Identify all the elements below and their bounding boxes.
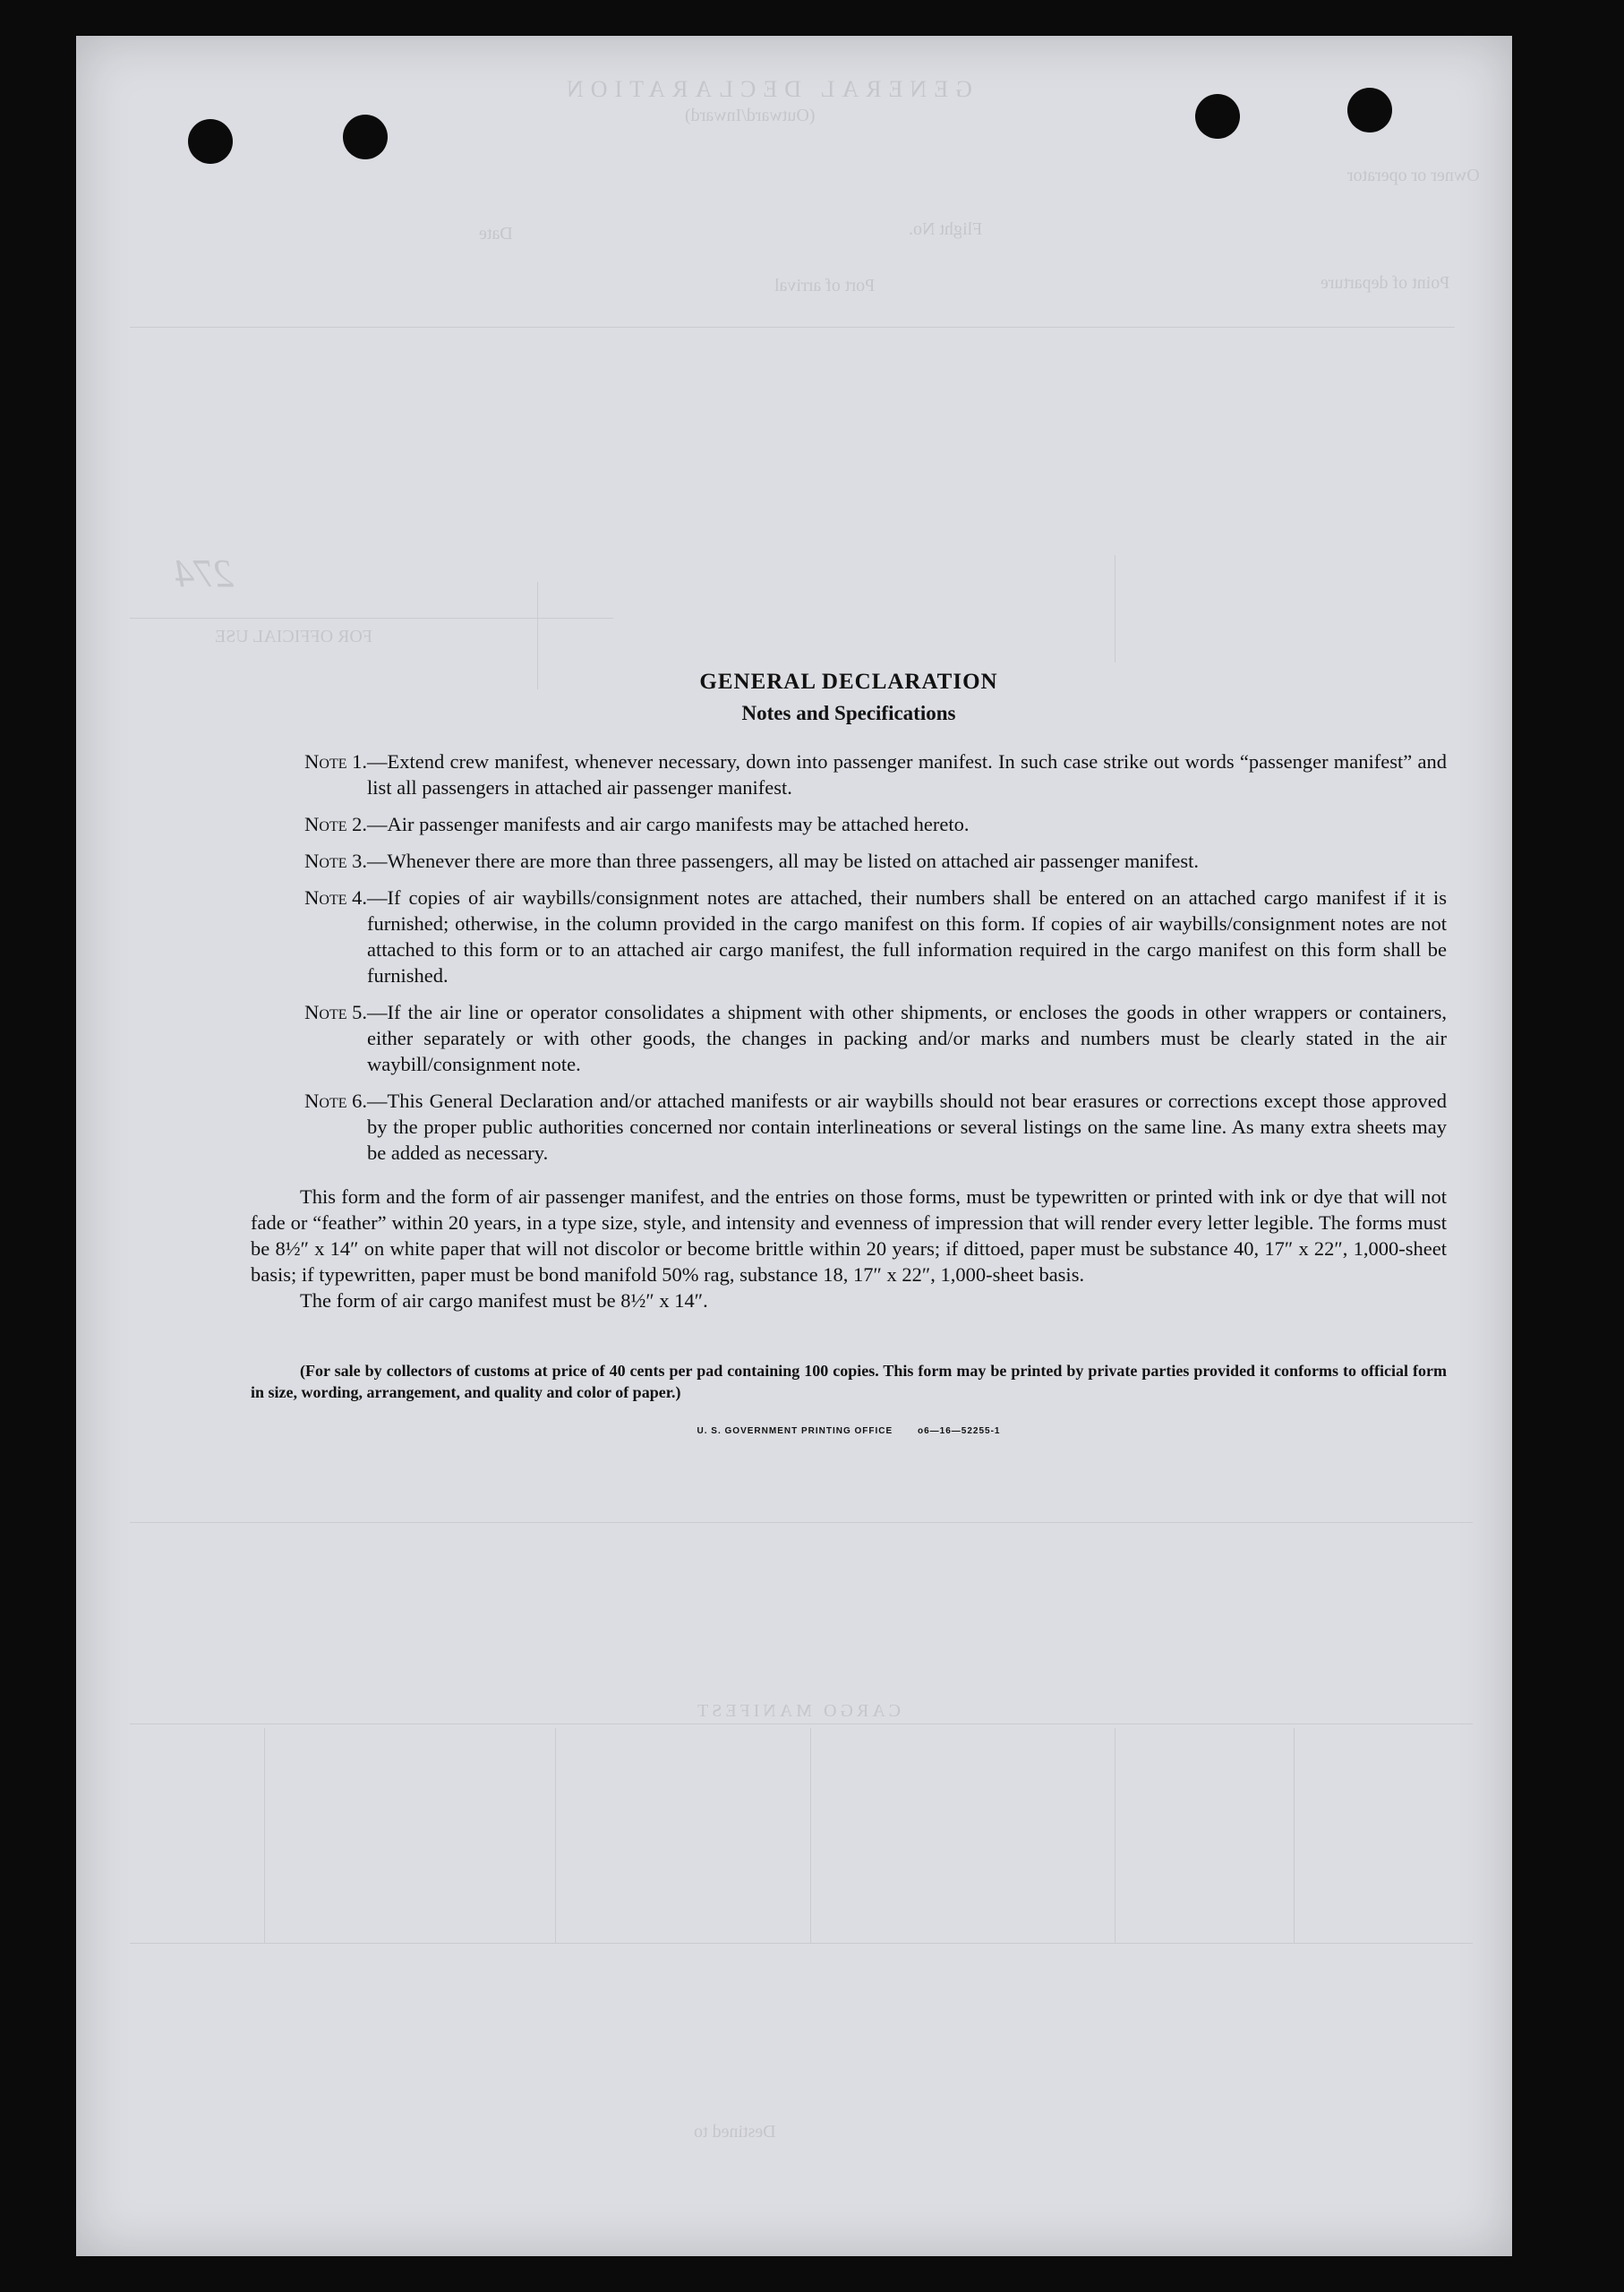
bleed-through-rule bbox=[810, 1728, 811, 1943]
bleed-through-rule bbox=[264, 1728, 265, 1943]
printing-office-line bbox=[251, 1426, 1447, 1436]
printing-office: U. S. GOVERNMENT PRINTING OFFICE bbox=[697, 1426, 893, 1436]
bleed-through-arrival: Port of arrival bbox=[774, 276, 876, 295]
note-label: Note 3. bbox=[304, 850, 367, 872]
bleed-through-departure: Point of departure bbox=[1321, 273, 1450, 293]
note-2 bbox=[251, 811, 1447, 837]
note-3 bbox=[251, 848, 1447, 874]
bleed-through-rule bbox=[1294, 1728, 1295, 1943]
bleed-through-cargo-manifest: CARGO MANIFEST bbox=[694, 1701, 902, 1721]
bleed-through-rule bbox=[130, 618, 613, 619]
bleed-through-header: GENERAL DECLARATION bbox=[560, 76, 972, 102]
note-text: —Air passenger manifests and air cargo manifests may be attached hereto. bbox=[367, 813, 970, 835]
bleed-through-subheader: (Outward/Inward) bbox=[685, 106, 816, 125]
note-1 bbox=[251, 748, 1447, 800]
bleed-through-rule bbox=[555, 1728, 556, 1943]
punch-hole bbox=[1347, 88, 1392, 133]
print-code: o6—16—52255-1 bbox=[917, 1426, 1001, 1436]
page-subtitle: Notes and Specifications bbox=[741, 702, 956, 724]
notes-and-specifications bbox=[251, 636, 1447, 1436]
punch-hole bbox=[188, 119, 233, 164]
bleed-through-flight: Flight No. bbox=[909, 219, 983, 239]
cargo-manifest-size-paragraph: The form of air cargo manifest must be 8½″ x 14″. bbox=[300, 1289, 708, 1312]
note-label: Note 5. bbox=[304, 1001, 367, 1023]
sale-notice: (For sale by collectors of customs at price of 40 cents per pad containing 100 copies. This form may be printed by private parties provided it conforms to official form in size, wording, arrangement, and quality and color of paper.) bbox=[251, 1362, 1447, 1401]
punch-hole bbox=[343, 115, 388, 159]
note-6 bbox=[251, 1088, 1447, 1166]
note-label: Note 2. bbox=[304, 813, 367, 835]
bleed-through-date: Date bbox=[479, 224, 513, 244]
document-page bbox=[76, 36, 1512, 2256]
punch-hole bbox=[1195, 94, 1240, 139]
note-text: —If copies of air waybills/consignment notes are attached, their numbers shall be entered on an attached cargo manifest if it is furnished; otherwise, in the column provided in the cargo manifest on this form. If copies of air waybills/consignment notes are not attached to this form or to an attached air cargo manifest, the full information required in the cargo manifest on this form shall be furnished. bbox=[367, 886, 1447, 987]
note-label: Note 1. bbox=[304, 750, 367, 773]
page-title: GENERAL DECLARATION bbox=[699, 670, 998, 694]
bleed-through-rule bbox=[130, 327, 1455, 328]
note-label: Note 6. bbox=[304, 1090, 367, 1112]
note-label: Note 4. bbox=[304, 886, 367, 909]
note-text: —If the air line or operator consolidates a shipment with other shipments, or encloses the goods in other wrappers or containers, either separately or with other goods, the changes in packing and/or marks and numbers must be clearly stated in the air waybill/consignment note. bbox=[367, 1001, 1447, 1075]
bleed-through-rule bbox=[130, 1522, 1473, 1523]
bleed-through-official-use: FOR OFFICIAL USE bbox=[215, 627, 372, 646]
note-text: —Extend crew manifest, whenever necessary, down into passenger manifest. In such case strike out words “passenger manifest” and list all passengers in attached air passenger manifest. bbox=[367, 750, 1447, 799]
note-5 bbox=[251, 999, 1447, 1077]
bleed-through-destined: Destined to bbox=[694, 2122, 776, 2142]
form-specification-paragraph: This form and the form of air passenger manifest, and the entries on those forms, must be typewritten or printed with ink or dye that will not fade or “feather” within 20 years, in a type size, style, and intensity and evenness of impression that will render every letter legible. The forms must be 8½″ x 14″ on white paper that will not discolor or become brittle within 20 years; if dittoed, paper must be substance 40, 17″ x 22″, 1,000-sheet basis; if typewritten, paper must be bond manifold 50% rag, substance 18, 17″ x 22″, 1,000-sheet basis. bbox=[251, 1185, 1447, 1286]
note-text: —Whenever there are more than three passengers, all may be listed on attached air passenger manifest. bbox=[367, 850, 1199, 872]
bleed-through-owner: Owner or operator bbox=[1347, 166, 1480, 185]
bleed-through-number: 274 bbox=[175, 552, 234, 595]
note-4 bbox=[251, 885, 1447, 988]
bleed-through-rule bbox=[130, 1723, 1473, 1724]
note-text: —This General Declaration and/or attached manifests or air waybills should not bear erasures or corrections except those approved by the proper public authorities concerned nor contain interlineations or several listings on the same line. As many extra sheets may be added as necessary. bbox=[367, 1090, 1447, 1164]
bleed-through-rule bbox=[130, 1943, 1473, 1944]
